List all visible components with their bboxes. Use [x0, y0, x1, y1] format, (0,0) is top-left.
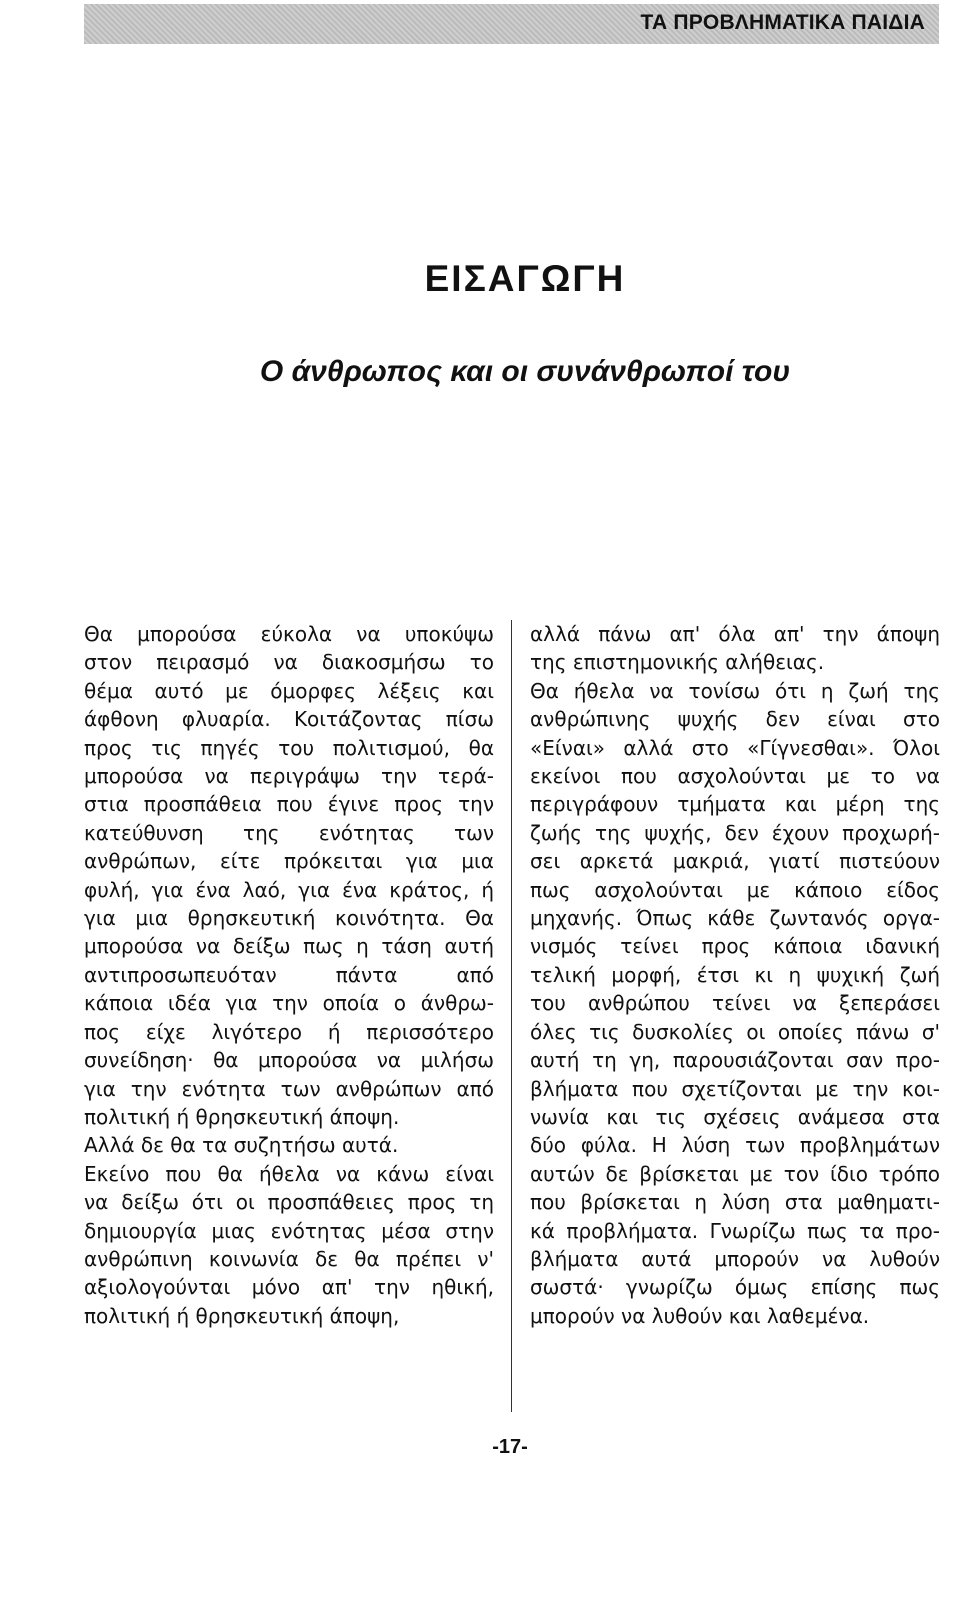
text-line: φυλή, για ένα λαό, για ένα κράτος, ή [84, 877, 494, 902]
text-line: συνείδηση· θα μπορούσα να μιλήσω [84, 1048, 494, 1073]
text-line: δύο φύλα. Η λύση των προβλημάτων [530, 1133, 940, 1158]
running-header-title: ΤΑ ΠΡΟΒΛΗΜΑΤΙΚΑ ΠΑΙΔΙΑ [640, 11, 925, 34]
text-line: πως ασχολούνται με κάποιο είδος [530, 877, 940, 902]
text-line: κατεύθυνση της ενότητας των [84, 820, 494, 845]
text-line: κά προβλήματα. Γνωρίζω πως τα προ- [530, 1218, 940, 1243]
text-line: Εκείνο που θα ήθελα να κάνω είναι [84, 1161, 494, 1186]
text-line: να δείξω ότι οι προσπάθειες προς τη [84, 1190, 494, 1215]
text-line: μπορούν να λυθούν και λαθεμένα. [530, 1303, 870, 1328]
text-line: για μια θρησκευτική κοινότητα. Θα [84, 906, 494, 931]
text-line: αξιολογούνται μόνο απ' την ηθική, [84, 1275, 494, 1300]
text-line: νωνία και τις σχέσεις ανάμεσα στα [530, 1104, 940, 1129]
text-line: νισμός τείνει προς κάποια ιδανική [530, 934, 940, 959]
text-line: του ανθρώπου τείνει να ξεπεράσει [530, 991, 940, 1016]
text-line: πολιτική ή θρησκευτική άποψη. [84, 1104, 400, 1129]
text-line: μπορούσα να δείξω πως η τάση αυτή [84, 934, 494, 959]
text-line: που βρίσκεται η λύση στα μαθηματι- [530, 1190, 940, 1215]
text-line: όλες τις δυσκολίες οι οποίες πάνω σ' [530, 1019, 940, 1044]
text-line: αυτή τη γη, παρουσιάζονται σαν προ- [530, 1048, 940, 1073]
text-line: δημιουργία μιας ενότητας μέσα στην [84, 1218, 494, 1243]
text-line: πος είχε λιγότερο ή περισσότερο [84, 1019, 494, 1044]
text-line: αντιπροσωπευόταν πάντα από [84, 962, 494, 987]
text-line: σωστά· γνωρίζω όμως επίσης πως [530, 1275, 940, 1300]
text-line: Αλλά δε θα τα συζητήσω αυτά. [84, 1133, 399, 1158]
text-line: θέμα αυτό με όμορφες λέξεις και [84, 678, 494, 703]
text-line: ανθρώπινης ψυχής δεν είναι στο [530, 707, 940, 732]
running-header-bar [84, 4, 939, 44]
text-line: βλήματα αυτά μπορούν να λυθούν [530, 1246, 940, 1271]
page-number: -17- [492, 1436, 528, 1458]
text-line: μπορούσα να περιγράψω την τερά- [84, 764, 494, 789]
left-text-column [84, 620, 494, 1330]
text-line: εκείνοι που ασχολούνται με το να [530, 764, 940, 789]
text-line: ζωής της ψυχής, δεν έχουν προχωρή- [530, 820, 940, 845]
chapter-subtitle: Ο άνθρωπος και οι συνάνθρωποί του [259, 355, 791, 388]
text-line: βλήματα που σχετίζονται με την κοι- [530, 1076, 940, 1101]
text-line: πολιτική ή θρησκευτική άποψη, [84, 1303, 400, 1328]
text-line: προς τις πηγές του πολιτισμού, θα [84, 735, 494, 760]
text-line: Θα ήθελα να τονίσω ότι η ζωή της [530, 678, 940, 703]
text-line: Θα μπορούσα εύκολα να υποκύψω [84, 622, 494, 646]
text-line: ανθρώπων, είτε πρόκειται για μια [84, 849, 494, 874]
text-line: στια προσπάθεια που έγινε προς την [84, 792, 494, 817]
text-line: μηχανής. Όπως κάθε ζωντανός οργα- [530, 906, 940, 931]
text-line: σει αρκετά μακριά, γιατί πιστεύουν [530, 849, 940, 874]
chapter-title: ΕΙΣΑΓΩΓΗ [424, 258, 626, 299]
text-line: «Είναι» αλλά στο «Γίγνεσθαι». Όλοι [530, 735, 940, 760]
text-line: τελική μορφή, έτσι κι η ψυχική ζωή [530, 962, 940, 987]
text-line: άφθονη φλυαρία. Κοιτάζοντας πίσω [84, 707, 494, 732]
column-divider [511, 620, 512, 1412]
text-line: ανθρώπινη κοινωνία δε θα πρέπει ν' [84, 1246, 494, 1271]
text-line: κάποια ιδέα για την οποία ο άνθρω- [84, 991, 494, 1016]
text-line: στον πειρασμό να διακοσμήσω το [84, 650, 494, 675]
text-line: αυτών δε βρίσκεται με τον ίδιο τρόπο [530, 1161, 940, 1186]
text-line: περιγράφουν τμήματα και μέρη της [530, 792, 940, 817]
text-line: της επιστημονικής αλήθειας. [530, 650, 825, 675]
right-text-column [530, 620, 940, 1330]
text-line: αλλά πάνω απ' όλα απ' την άποψη [530, 622, 940, 646]
text-line: για την ενότητα των ανθρώπων από [84, 1076, 494, 1101]
